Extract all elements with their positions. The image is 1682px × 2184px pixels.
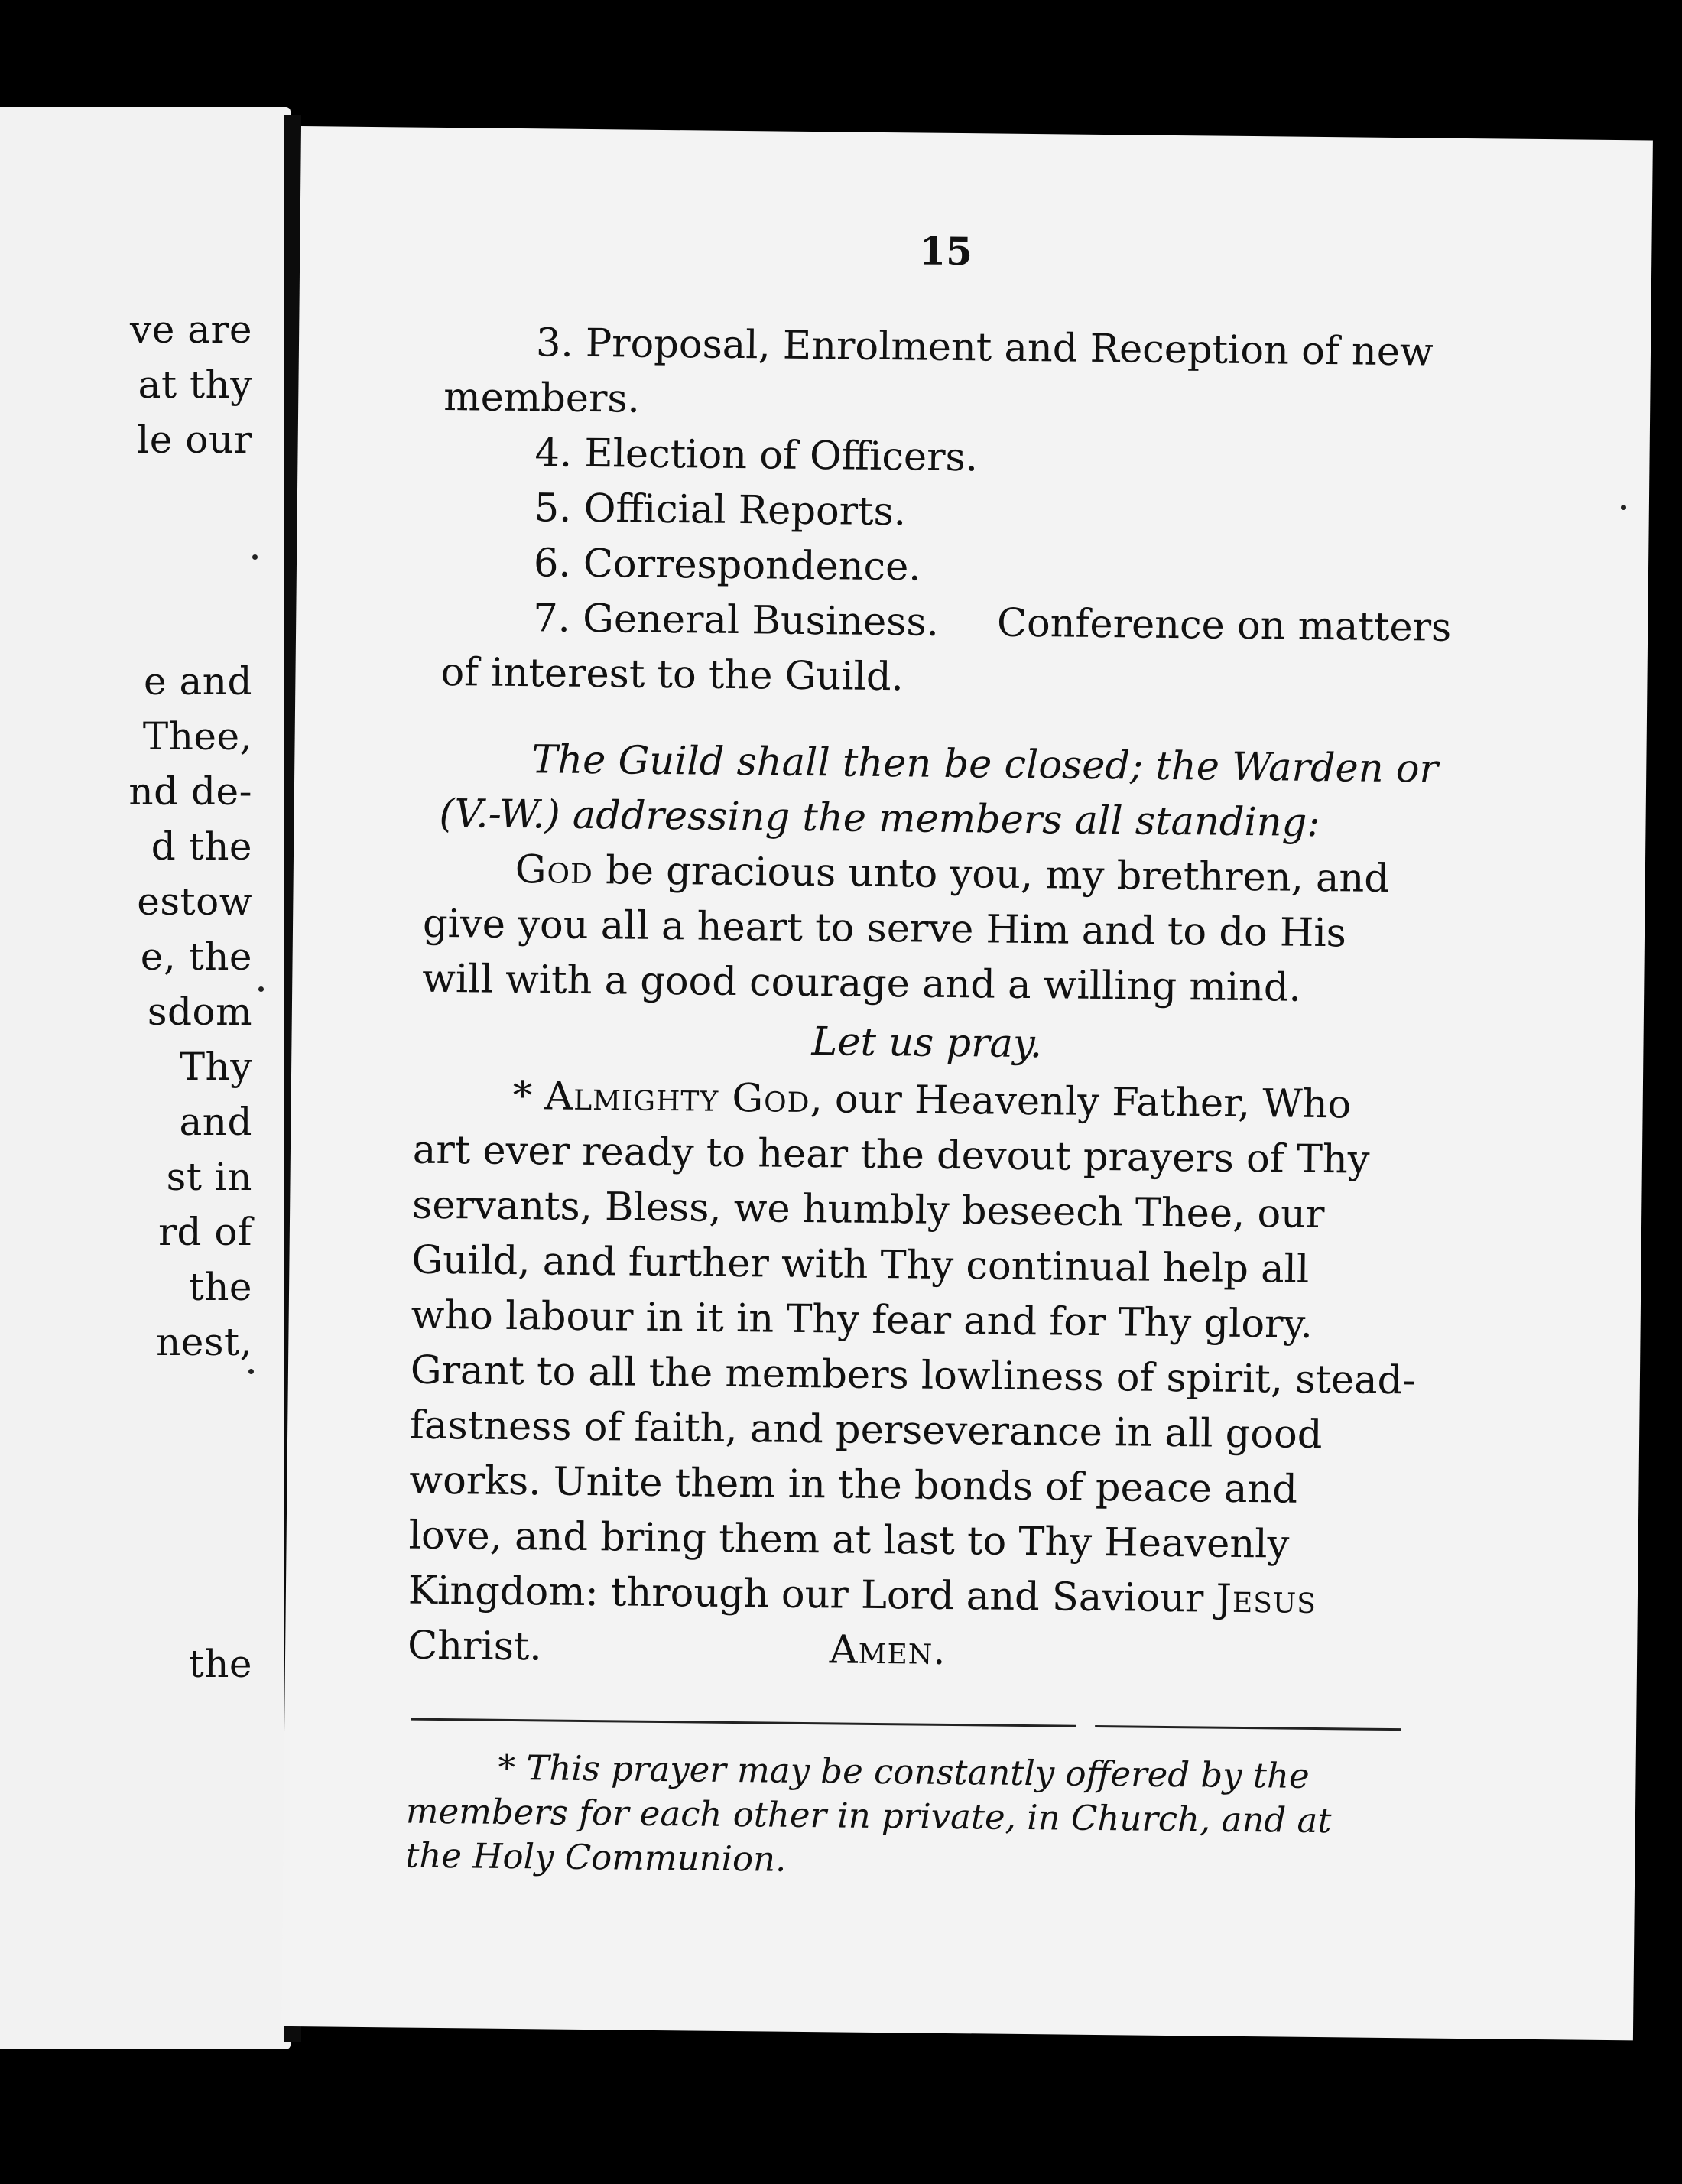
prayer-line: works. Unite them in the bonds of peace and (409, 1458, 1298, 1513)
left-fragment: estow (137, 879, 252, 924)
agenda-item-7-tail: Conference on matters (996, 600, 1452, 651)
prayer-line-1 (512, 1069, 1351, 1133)
prayer-line: fastness of faith, and perseverance in all good (409, 1402, 1323, 1458)
prayer-amen: Amen. (829, 1627, 947, 1674)
left-fragment: nd de- (128, 769, 252, 814)
left-fragment: sdom (147, 990, 252, 1034)
footnote-line-2: members for each other in private, in Church, and at (405, 1790, 1332, 1841)
left-fragment: le our (137, 418, 252, 462)
blessing-line-2: give you all a heart to serve Him and to do His (422, 901, 1347, 957)
left-fragment: e and (143, 659, 252, 704)
prayer-line: who labour in it in Thy fear and for Thy glory. (411, 1292, 1313, 1347)
right-page (281, 126, 1653, 2040)
left-fragment: the (188, 1642, 252, 1686)
binding-thread (252, 554, 258, 560)
prayer-opening: Almighty God (544, 1074, 810, 1123)
agenda-item-6: 6. Correspondence. (533, 541, 921, 590)
left-fragment: nest, (156, 1320, 252, 1364)
prayer-line: art ever ready to hear the devout prayers of Thy (412, 1127, 1370, 1183)
left-fragment: rd of (158, 1210, 252, 1254)
prayer-line: Guild, and further with Thy continual help all (411, 1237, 1310, 1292)
agenda-item-3: 3. Proposal, Enrolment and Reception of new (535, 320, 1434, 375)
footnote-rule-right (1095, 1725, 1401, 1731)
left-fragment: and (179, 1100, 252, 1144)
rubric-line-2: (V.-W.) addressing the members all standing: (439, 791, 1320, 847)
left-fragment: the (188, 1265, 252, 1309)
prayer-line-11 (408, 1619, 947, 1679)
prayer-line: love, and bring them at last to Thy Heavenly (408, 1513, 1290, 1568)
agenda-item-4: 4. Election of Officers. (534, 431, 979, 481)
agenda-item-5: 5. Official Reports. (534, 486, 907, 535)
binding-thread (248, 1369, 254, 1374)
prayer-line: servants, Bless, we humbly beseech Thee, our (411, 1182, 1325, 1238)
left-page (0, 107, 291, 2049)
binding-thread (258, 986, 264, 992)
left-fragment: st in (166, 1155, 252, 1199)
left-fragment: Thy (179, 1045, 252, 1089)
agenda-item-7 (533, 591, 1452, 656)
footnote-line-3: the Holy Communion. (405, 1835, 787, 1880)
prayer-line-1-rest: , our Heavenly Father, Who (810, 1077, 1352, 1128)
left-fragment: d the (151, 824, 252, 869)
prayer-line-10 (408, 1564, 1317, 1628)
footnote-line-1: * This prayer may be constantly offered by the (498, 1747, 1310, 1796)
left-fragment: e, the (140, 934, 252, 979)
blessing-god: God (515, 847, 594, 894)
prayer-line-10-start: Kingdom: through our Lord and Saviour (408, 1568, 1216, 1622)
left-fragment: ve are (129, 307, 252, 352)
blessing-line-1-rest: be gracious unto you, my brethren, and (593, 848, 1390, 902)
blessing-line-3: will with a good courage and a willing mind. (422, 956, 1302, 1011)
prayer-jesus: Jesus (1216, 1576, 1317, 1623)
blessing-line-1 (515, 843, 1389, 907)
rubric-line-1: The Guild shall then be closed; the Warden or (531, 737, 1439, 792)
prayer-line: Grant to all the members lowliness of spirit, stead- (410, 1347, 1416, 1404)
agenda-item-3-cont: members. (443, 374, 641, 422)
agenda-item-7-lead: 7. General Business. (532, 596, 940, 645)
left-fragment: Thee, (142, 714, 252, 759)
prayer-star: * (512, 1073, 545, 1120)
let-us-pray: Let us pray. (811, 1019, 1043, 1068)
page-number: 15 (919, 228, 973, 275)
speck (1621, 505, 1626, 510)
footnote-rule-left (411, 1718, 1076, 1727)
agenda-item-7-cont: of interest to the Guild. (440, 649, 904, 700)
left-fragment: at thy (138, 362, 252, 407)
prayer-christ: Christ. (407, 1623, 542, 1670)
